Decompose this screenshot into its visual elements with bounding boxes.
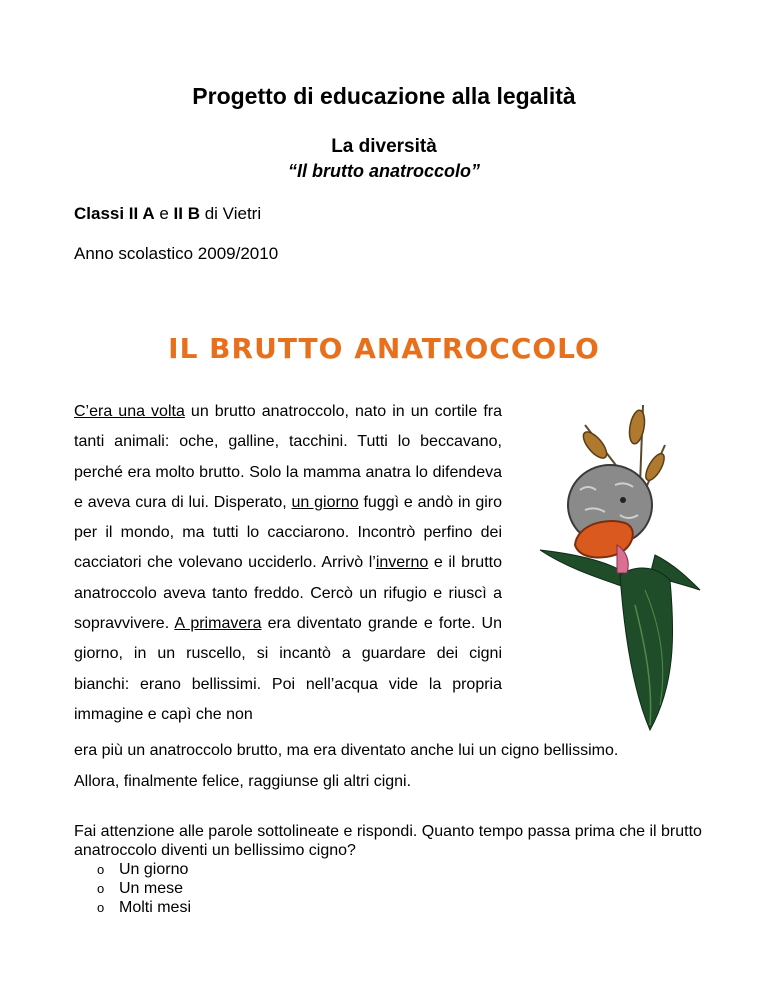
document-title: Progetto di educazione alla legalità: [192, 83, 576, 109]
classes-connector: e: [154, 204, 174, 223]
duckling-illustration: [525, 405, 705, 735]
story-text: e il brutto anatroccolo aveva tanto freddo. Cercò un rifugio e riuscì a sopravvivere.: [74, 554, 502, 633]
document-subtitle-italic: “Il brutto anatroccolo”: [287, 161, 480, 181]
story-text: un brutto anatroccolo, nato in un cortile fra tanti animali: oche, galline, tacchini. Tutti lo beccavano, perché era molto brutto. Solo la mamma anatra lo difendeva e aveva cura di lui. Disperato,: [74, 403, 502, 511]
answer-options: [97, 860, 191, 917]
story-paragraph: [74, 397, 502, 730]
underlined-phrase: A primavera: [174, 615, 262, 633]
underlined-phrase: C’era una volta: [74, 403, 185, 420]
option-item[interactable]: [97, 860, 191, 879]
option-label: Molti mesi: [119, 899, 192, 916]
underlined-phrase: un giorno: [291, 493, 359, 511]
story-tail: [74, 736, 714, 797]
bullet-icon: o: [97, 881, 105, 896]
bullet-icon: o: [97, 900, 105, 915]
question-text: Fai attenzione alle parole sottolineate e rispondi. Quanto tempo passa prima che il brutto anatroccolo diventi un bellissimo cigno?: [74, 823, 702, 859]
classes-label-2: II B: [173, 204, 200, 223]
option-label: Un giorno: [119, 861, 189, 878]
bullet-icon: o: [97, 862, 105, 877]
classes-suffix: di Vietri: [200, 204, 262, 223]
classes-line: [74, 204, 261, 224]
classes-label-1: Classi II A: [74, 204, 155, 223]
option-item[interactable]: [97, 879, 191, 898]
story-tail-line: Allora, finalmente felice, raggiunse gli altri cigni.: [74, 772, 412, 790]
story-tail-line: era più un anatroccolo brutto, ma era diventato anche lui un cigno bellissimo.: [74, 742, 619, 759]
story-title: IL BRUTTO ANATROCCOLO: [168, 332, 600, 365]
leaf-stem: [540, 550, 700, 730]
option-label: Un mese: [119, 880, 184, 897]
underlined-phrase: inverno: [375, 554, 429, 572]
story-text: fuggì e andò in giro per il mondo, ma tutti lo cacciarono. Incontrò perfino dei cacciatori che volevano ucciderlo. Arrivò l’: [74, 493, 503, 572]
document-subtitle: La diversità: [331, 136, 437, 157]
story-text: era diventato grande e forte. Un giorno, in un ruscello, si incantò a guardare dei cigni bianchi: erano bellissimi. Poi nell’acqua vide la propria immagine e capì che non: [74, 615, 502, 723]
school-year: Anno scolastico 2009/2010: [74, 244, 279, 263]
option-item[interactable]: [97, 898, 191, 917]
